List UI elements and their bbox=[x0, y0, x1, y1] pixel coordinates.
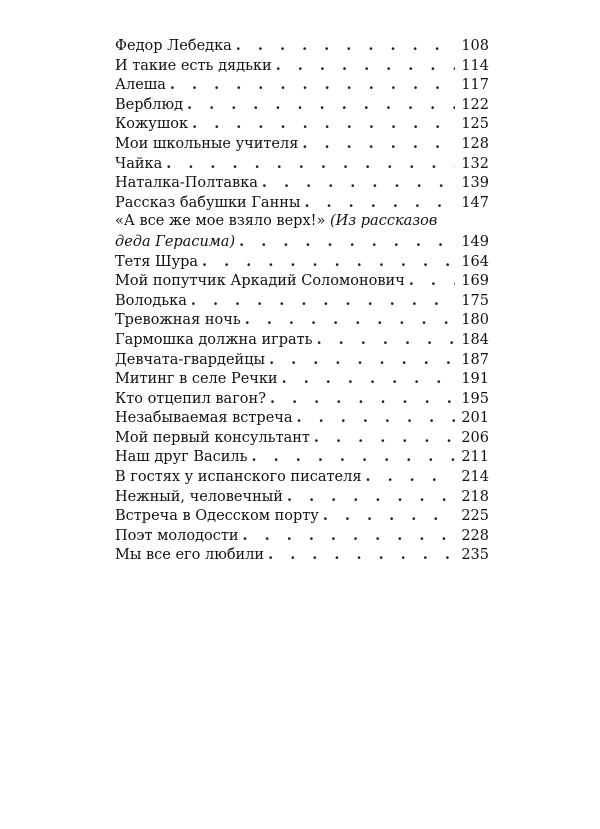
toc-entry bbox=[115, 36, 489, 56]
toc-entry bbox=[115, 310, 489, 330]
toc-entry-page: 180 bbox=[461, 312, 489, 329]
toc-entry-title: Мы все его любили bbox=[115, 547, 265, 564]
toc-entry bbox=[115, 545, 489, 565]
toc-entry-page: 235 bbox=[461, 547, 489, 564]
toc-entry-title: Тревожная ночь bbox=[115, 312, 241, 329]
toc-entry-page: 201 bbox=[461, 410, 489, 427]
leader-dots bbox=[236, 36, 456, 56]
toc-entry-line1 bbox=[115, 212, 489, 232]
toc-entry-title: Наш друг Василь bbox=[115, 449, 248, 466]
toc-entry-title-continued bbox=[115, 233, 235, 253]
leader-dots bbox=[317, 330, 456, 350]
toc-entry bbox=[115, 173, 489, 193]
leader-dots bbox=[170, 75, 455, 95]
leader-dots bbox=[245, 310, 456, 330]
toc-entry-title: Чайка bbox=[115, 155, 163, 172]
toc-entry bbox=[115, 389, 489, 409]
leader-dots bbox=[269, 350, 455, 370]
toc-entry bbox=[115, 526, 489, 546]
toc-entry bbox=[115, 350, 489, 370]
toc-entry-page: 132 bbox=[461, 155, 489, 172]
toc-entry-title: Тетя Шура bbox=[115, 253, 199, 270]
toc-entry bbox=[115, 447, 489, 467]
leader-dots bbox=[270, 389, 455, 409]
toc-entry-title-subtitle-cont: деда Герасима bbox=[115, 233, 230, 250]
toc-entry-page: 114 bbox=[461, 57, 489, 74]
leader-dots bbox=[262, 173, 455, 193]
leader-dots bbox=[323, 506, 455, 526]
toc-entry-title: Рассказ бабушки Ганны bbox=[115, 194, 301, 211]
toc-entry bbox=[115, 271, 489, 291]
toc-entry-page: 175 bbox=[461, 292, 489, 309]
leader-dots bbox=[192, 114, 455, 134]
leader-dots bbox=[239, 232, 455, 252]
toc-entry-page: 214 bbox=[461, 469, 489, 486]
toc-entry-page: 218 bbox=[461, 488, 489, 505]
toc-entry-title: Поэт молодости bbox=[115, 527, 239, 544]
leader-dots bbox=[297, 408, 456, 428]
toc-entry-page: 191 bbox=[461, 371, 489, 388]
toc-entry-page: 164 bbox=[461, 253, 489, 270]
table-of-contents bbox=[115, 36, 489, 565]
toc-entry bbox=[115, 75, 489, 95]
toc-entry-page: 225 bbox=[461, 508, 489, 525]
leader-dots bbox=[252, 447, 456, 467]
toc-entry bbox=[115, 291, 489, 311]
toc-entry-title: В гостях у испанского писателя bbox=[115, 469, 362, 486]
leader-dots bbox=[314, 428, 455, 448]
toc-entry-title: Гармошка должна играть bbox=[115, 331, 313, 348]
toc-entry-page: 169 bbox=[461, 273, 489, 290]
toc-entry bbox=[115, 252, 489, 272]
toc-entry-page: 206 bbox=[461, 429, 489, 446]
leader-dots bbox=[166, 154, 455, 174]
leader-dots bbox=[304, 193, 455, 213]
toc-entry-title-subtitle: (Из рассказов bbox=[329, 213, 438, 230]
toc-entry-title: И такие есть дядьки bbox=[115, 57, 272, 74]
toc-entry-page: 211 bbox=[461, 449, 489, 466]
leader-dots bbox=[191, 291, 455, 311]
toc-entry bbox=[115, 467, 489, 487]
toc-entry bbox=[115, 330, 489, 350]
toc-entry-title: Верблюд bbox=[115, 96, 184, 113]
toc-entry-page: 147 bbox=[461, 194, 489, 211]
toc-entry-title: Кто отцепил вагон? bbox=[115, 390, 266, 407]
leader-dots bbox=[365, 467, 455, 487]
toc-entry-page: 125 bbox=[461, 116, 489, 133]
toc-entry-page: 149 bbox=[461, 233, 489, 250]
toc-entry-page: 122 bbox=[461, 96, 489, 113]
toc-entry-page: 128 bbox=[461, 135, 489, 152]
leader-dots bbox=[282, 369, 456, 389]
toc-entry bbox=[115, 428, 489, 448]
toc-entry-title-close: ) bbox=[229, 233, 236, 250]
toc-entry bbox=[115, 487, 489, 507]
toc-entry-page: 228 bbox=[461, 527, 489, 544]
toc-entry-title: Володька bbox=[115, 292, 187, 309]
toc-entry-page: 117 bbox=[461, 77, 489, 94]
toc-entry-title: Алеша bbox=[115, 77, 166, 94]
leader-dots bbox=[287, 487, 455, 507]
toc-entry bbox=[115, 154, 489, 174]
toc-entry-title: Девчата-гвардейцы bbox=[115, 351, 266, 368]
toc-entry-title: Митинг в селе Речки bbox=[115, 371, 278, 388]
toc-entry bbox=[115, 369, 489, 389]
toc-entry bbox=[115, 193, 489, 213]
toc-entry bbox=[115, 114, 489, 134]
toc-entry-title: Мой первый консультант bbox=[115, 429, 310, 446]
toc-entry bbox=[115, 95, 489, 115]
toc-entry bbox=[115, 506, 489, 526]
toc-entry-title: Наталка-Полтавка bbox=[115, 175, 258, 192]
leader-dots bbox=[268, 545, 455, 565]
toc-entry-page: 139 bbox=[461, 175, 489, 192]
toc-entry-line2 bbox=[115, 232, 489, 252]
toc-entry-page: 187 bbox=[461, 351, 489, 368]
toc-entry-title: Кожушок bbox=[115, 116, 189, 133]
leader-dots bbox=[276, 56, 456, 76]
toc-entry-title: Встреча в Одесском порту bbox=[115, 508, 319, 525]
leader-dots bbox=[302, 134, 455, 154]
toc-entry-title bbox=[115, 212, 489, 232]
toc-entry-page: 108 bbox=[461, 38, 489, 54]
toc-entry-title: Нежный, человечный bbox=[115, 488, 283, 505]
toc-entry-title: Федор Лебедка bbox=[115, 38, 232, 54]
toc-entry bbox=[115, 408, 489, 428]
toc-entry-title-main: «А все же мое взяло верх!» bbox=[115, 213, 326, 230]
leader-dots bbox=[202, 252, 455, 272]
toc-entry-title: Мой попутчик Аркадий Соломонович bbox=[115, 273, 405, 290]
toc-entry bbox=[115, 134, 489, 154]
leader-dots bbox=[409, 271, 456, 291]
leader-dots bbox=[243, 526, 456, 546]
toc-entry-page: 195 bbox=[461, 390, 489, 407]
toc-entry-title: Мои школьные учителя bbox=[115, 135, 299, 152]
leader-dots bbox=[187, 95, 455, 115]
toc-entry bbox=[115, 56, 489, 76]
toc-entry-page: 184 bbox=[461, 331, 489, 348]
toc-entry-title: Незабываемая встреча bbox=[115, 410, 293, 427]
